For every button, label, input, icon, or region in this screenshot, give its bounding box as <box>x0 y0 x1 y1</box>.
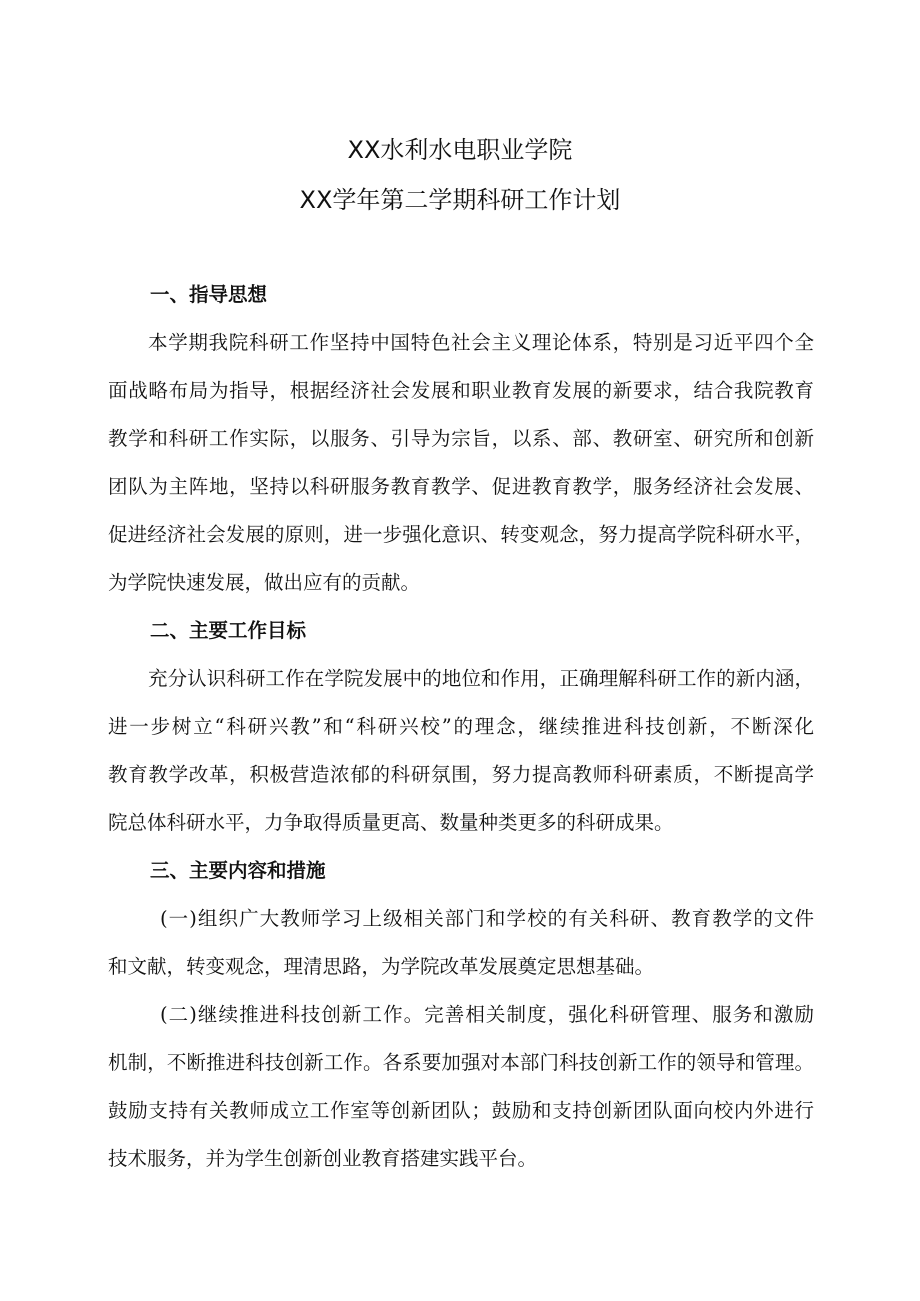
paragraph-line: 教育教学改革，积极营造浓郁的科研氛围，努力提高教师科研素质，不断提高学 <box>108 763 814 786</box>
title-institution: XX水利水电职业学院 <box>347 136 573 164</box>
paragraph-line: 本学期我院科研工作坚持中国特色社会主义理论体系，特别是习近平四个全 <box>148 331 814 354</box>
paragraph-line: 技术服务，并为学生创新创业教育搭建实践平台。 <box>108 1147 538 1170</box>
title-plan-name: XX学年第二学期科研工作计划 <box>299 186 621 214</box>
paragraph-line: 促进经济社会发展的原则，进一步强化意识、转变观念，努力提高学院科研水平， <box>108 523 814 546</box>
paragraph-line: (二)继续推进科技创新工作。完善相关制度，强化科研管理、服务和激励 <box>160 1003 814 1026</box>
paragraph-line: 进一步树立“科研兴教”和“科研兴校”的理念，继续推进科技创新，不断深化 <box>108 715 814 738</box>
paragraph-item-1 <box>108 895 814 991</box>
document-title <box>0 125 920 225</box>
paragraph-main-goals <box>108 655 814 847</box>
paragraph-line: 机制，不断推进科技创新工作。各系要加强对本部门科技创新工作的领导和管理。 <box>108 1051 814 1074</box>
paragraph-line: 鼓励支持有关教师成立工作室等创新团队；鼓励和支持创新团队面向校内外进行 <box>108 1099 814 1122</box>
section-heading-main-goals: 二、主要工作目标 <box>150 619 307 642</box>
section-heading-content-and-measures: 三、主要内容和措施 <box>150 859 326 882</box>
paragraph-line: 和文献，转变观念，理清思路，为学院改革发展奠定思想基础。 <box>108 955 655 978</box>
paragraph-line: 面战略布局为指导，根据经济社会发展和职业教育发展的新要求，结合我院教育 <box>108 379 814 402</box>
paragraph-line: 充分认识科研工作在学院发展中的地位和作用，正确理解科研工作的新内涵， <box>148 667 814 690</box>
paragraph-guiding-ideology <box>108 319 814 607</box>
document-body <box>108 271 814 1183</box>
paragraph-line: (一)组织广大教师学习上级相关部门和学校的有关科研、教育教学的文件 <box>160 907 814 930</box>
paragraph-line: 为学院快速发展，做出应有的贡献。 <box>108 571 421 594</box>
section-heading-guiding-ideology: 一、指导思想 <box>150 283 268 306</box>
paragraph-line: 院总体科研水平，力争取得质量更高、数量种类更多的科研成果。 <box>108 811 674 834</box>
paragraph-item-2 <box>108 991 814 1183</box>
paragraph-line: 教学和科研工作实际，以服务、引导为宗旨，以系、部、教研室、研究所和创新 <box>108 427 814 450</box>
paragraph-line: 团队为主阵地，坚持以科研服务教育教学、促进教育教学，服务经济社会发展、 <box>108 475 814 498</box>
